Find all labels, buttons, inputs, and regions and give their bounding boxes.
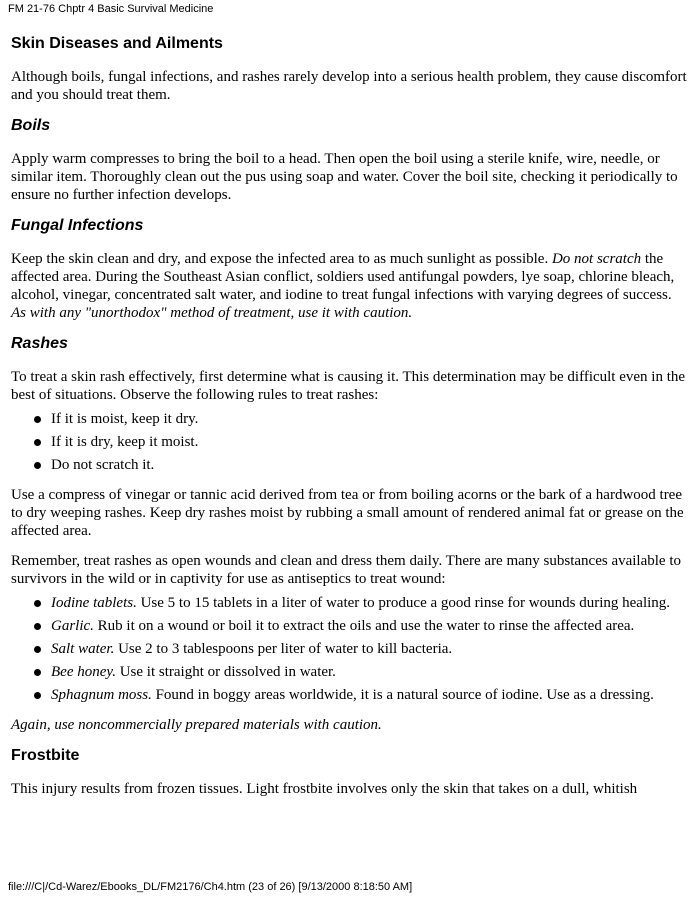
- list-item: [51, 640, 689, 658]
- bullet-icon: [34, 692, 41, 699]
- fungal-italic-1: Do not scratch: [551, 251, 642, 267]
- bullet-icon: [34, 416, 41, 423]
- section-heading-boils: Boils: [11, 117, 51, 134]
- list-item: [51, 686, 689, 704]
- document-body: [11, 28, 689, 810]
- section-heading-rashes: Rashes: [11, 335, 68, 352]
- caution-paragraph: [11, 716, 689, 734]
- bullet-icon: [34, 646, 41, 653]
- antiseptic-text: Found in boggy areas worldwide, it is a natural source of iodine. Use as a dressing.: [151, 687, 654, 703]
- list-item: [51, 410, 689, 428]
- caution-text: Again, use noncommercially prepared materials with caution.: [11, 717, 382, 733]
- list-item: [51, 456, 689, 474]
- section-heading-frostbite: Frostbite: [11, 747, 80, 764]
- bullet-icon: [34, 439, 41, 446]
- bullet-icon: [34, 462, 41, 469]
- list-item: [51, 433, 689, 451]
- antiseptic-term: Salt water.: [51, 641, 115, 657]
- compress-paragraph: Use a compress of vinegar or tannic acid derived from tea or from boiling acorns or the bark of a hardwood tree to dry weeping rashes. Keep dry rashes moist by rubbing a small amount of rendered animal fat or grease on the affected area.: [11, 487, 684, 539]
- rule-text: If it is moist, keep it dry.: [51, 411, 199, 427]
- boils-paragraph: Apply warm compresses to bring the boil to a head. Then open the boil using a sterile knife, wire, needle, or similar item. Thoroughly clean out the pus using soap and water. Cover the boil site, checking it periodically to ensure no further infection develops.: [11, 151, 678, 203]
- bullet-icon: [34, 669, 41, 676]
- fungal-text-2: the affected area. During the Southeast Asian conflict, soldiers used antifungal powders, lye soap, chlorine bleach, alcohol, vinegar, concentrated salt water, and iodine to treat fungal infections with varying degrees of success.: [11, 251, 675, 303]
- section-heading-fungal: Fungal Infections: [11, 217, 144, 234]
- frostbite-paragraph: This injury results from frozen tissues. Light frostbite involves only the skin that takes on a dull, whitish: [11, 781, 638, 797]
- rashes-intro-paragraph: To treat a skin rash effectively, first determine what is causing it. This determination may be difficult even in the best of situations. Observe the following rules to treat rashes:: [11, 369, 686, 403]
- list-item: [51, 663, 689, 681]
- antiseptic-text: Use 5 to 15 tablets in a liter of water to produce a good rinse for wounds during healing.: [136, 595, 671, 611]
- rash-rules-list: [11, 410, 689, 474]
- antiseptic-term: Garlic.: [51, 618, 94, 634]
- list-item: [51, 594, 689, 612]
- antiseptics-list: [11, 594, 689, 704]
- rule-text: If it is dry, keep it moist.: [51, 434, 199, 450]
- antiseptic-text: Rub it on a wound or boil it to extract the oils and use the water to rinse the affected area.: [93, 618, 635, 634]
- bullet-icon: [34, 623, 41, 630]
- remember-paragraph: Remember, treat rashes as open wounds and clean and dress them daily. There are many substances available to survivors in the wild or in captivity for use as antiseptics to treat wound:: [11, 553, 681, 587]
- page-header: FM 21-76 Chptr 4 Basic Survival Medicine: [8, 3, 214, 15]
- antiseptic-term: Sphagnum moss.: [51, 687, 152, 703]
- section-heading-skin: Skin Diseases and Ailments: [11, 35, 223, 52]
- antiseptic-term: Iodine tablets.: [51, 595, 137, 611]
- fungal-text-1: Keep the skin clean and dry, and expose the infected area to as much sunlight as possible.: [11, 251, 552, 267]
- fungal-italic-2: As with any "unorthodox" method of treatment, use it with caution.: [11, 305, 413, 321]
- list-item: [51, 617, 689, 635]
- antiseptic-text: Use it straight or dissolved in water.: [115, 664, 336, 680]
- page-footer: file:///C|/Cd-Warez/Ebooks_DL/FM2176/Ch4.htm (23 of 26) [9/13/2000 8:18:50 AM]: [8, 881, 413, 893]
- fungal-paragraph: [11, 250, 689, 322]
- rule-text: Do not scratch it.: [51, 457, 155, 473]
- antiseptic-term: Bee honey.: [51, 664, 116, 680]
- antiseptic-text: Use 2 to 3 tablespoons per liter of water to kill bacteria.: [114, 641, 453, 657]
- skin-intro-paragraph: Although boils, fungal infections, and rashes rarely develop into a serious health problem, they cause discomfort and you should treat them.: [11, 69, 687, 103]
- bullet-icon: [34, 600, 41, 607]
